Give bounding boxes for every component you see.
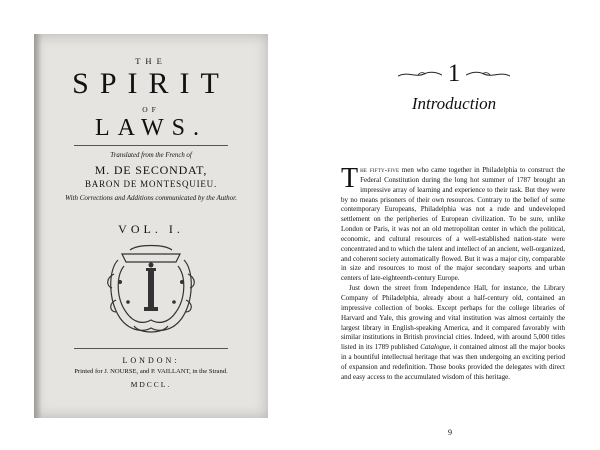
paragraph-2 xyxy=(341,284,565,382)
paragraph-2-text-b: , it contained almost all the major books in a bountiful intellectual heritage that was then undergoing an exciting period of expansion and redefinition. Those books provided the delegates with direct and easy access to the accumulated wisdom of this heritage. xyxy=(341,343,565,381)
facsimile-spirit: SPIRIT xyxy=(72,67,230,100)
paragraph-1-text: men who came together in Philadelphia to construct the Federal Constitution during the long hot summer of 1787 brought an impressive array of learning and experience to their task. But they were by no means prisoners of their own resources. Contrary to the belief of some contemporary Europeans, Philadelphia was not a rude and undeveloped settlement on the peripheries of European civilization. To be sure, unlike London or Paris, it was not an old metropolitan center in which the political, economic, and cultural resources of a well-established nation-state were concentrated and to which the talent and intellect of an ancient, well-organized, and coherent society automatically flowed. But it was a major city, comparable in size and resources to most of the major secondary seaports and urban centers of late-eighteenth-century Europe. xyxy=(341,166,565,283)
chapter-body xyxy=(341,163,565,383)
facsimile-printer-line: Printed for J. NOURSE, and P. VAILLANT, in the Strand. xyxy=(74,368,228,375)
facsimile-author: M. DE SECONDAT, xyxy=(94,163,208,177)
facsimile-baron: BARON DE MONTESQUIEU. xyxy=(84,179,218,189)
opening-words: he fifty-five xyxy=(360,166,400,174)
chapter-heading xyxy=(398,60,510,88)
page-number: 9 xyxy=(448,428,452,437)
flourish-right-icon xyxy=(466,70,510,79)
facsimile-laws: LAWS. xyxy=(94,115,208,141)
paragraph-2-text-a: Just down the street from Independence Hall, for instance, the Library Company of Philadelphia, already about a half-century old, contained an impressive collection of books. Except perhaps for the college libraries of Harvard and Yale, this growing and vital institution was almost certainly the largest library in English-speaking America, and it compared favorably with similar institutions in British provincial cities. Indeed, with around 5,000 titles listed in its 1789 published xyxy=(341,284,565,352)
title-page-facsimile xyxy=(34,34,268,418)
facsimile-corrections-note: With Corrections and Additions communicated by the Author. xyxy=(65,194,237,202)
facsimile-date: MDCCL. xyxy=(130,380,172,389)
drop-cap: T xyxy=(341,163,359,194)
catalogue-title: Catalogue xyxy=(420,343,450,352)
paragraph-1 xyxy=(341,163,565,284)
facsimile-of: OF xyxy=(142,105,160,114)
facsimile-volume: VOL. I. xyxy=(118,222,184,236)
facsimile-london: LONDON: xyxy=(122,356,180,365)
facsimile-rule-bottom xyxy=(74,348,228,349)
printers-ornament-column-icon xyxy=(104,240,198,336)
facsimile-the: THE xyxy=(135,56,167,66)
chapter-number: 1 xyxy=(447,60,461,87)
facsimile-rule-top xyxy=(74,145,228,146)
facsimile-translated-line: Translated from the French of xyxy=(110,152,192,159)
chapter-title: Introduction xyxy=(411,94,497,113)
